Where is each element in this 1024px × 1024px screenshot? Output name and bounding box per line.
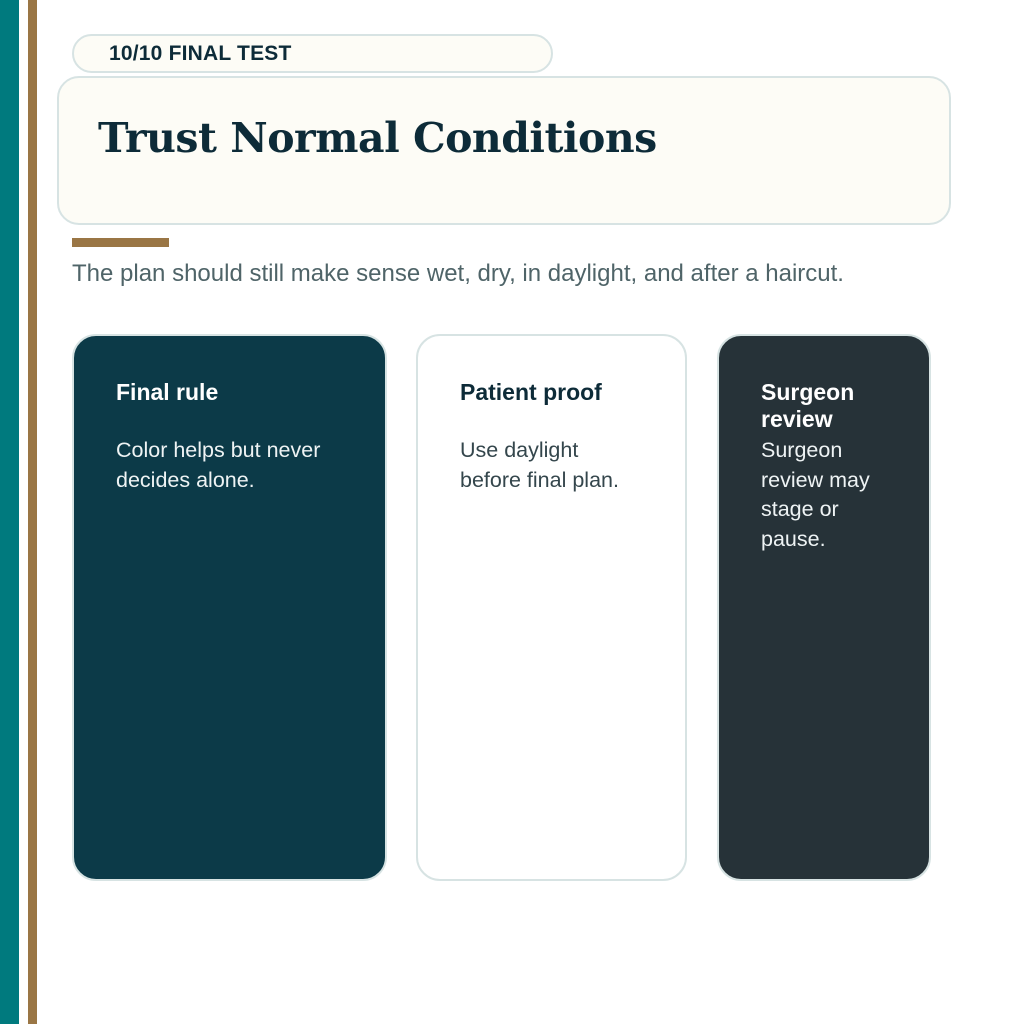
card-final-rule xyxy=(72,334,387,881)
left-brown-stripe xyxy=(28,0,37,1024)
card-surgeon-review xyxy=(717,334,931,881)
card-patient-proof xyxy=(416,334,687,881)
accent-rule xyxy=(72,238,169,247)
left-teal-stripe xyxy=(0,0,19,1024)
title-card xyxy=(57,76,951,225)
section-badge: 10/10 FINAL TEST xyxy=(72,34,553,73)
page-subtitle: The plan should still make sense wet, dry, in daylight, and after a haircut. xyxy=(72,260,844,287)
card-body: Surgeon review may stage or pause. xyxy=(761,438,870,551)
card-title: Final rule xyxy=(116,379,219,405)
card-title: Surgeon review xyxy=(761,379,855,432)
card-title: Patient proof xyxy=(460,379,602,405)
page-title: Trust Normal Conditions xyxy=(98,114,657,162)
card-body: Color helps but never decides alone. xyxy=(116,438,321,492)
card-body: Use daylight before final plan. xyxy=(460,438,619,492)
